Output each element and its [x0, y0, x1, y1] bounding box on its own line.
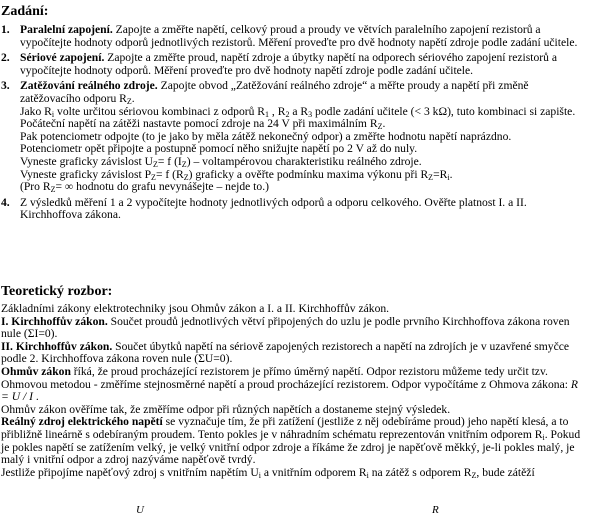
task-text: . [131, 91, 135, 105]
task-line: Vyneste graficky závislost $U_Z= f$ $(I_Z)$ – voltampérovou charakteristiku reálného zdroje. [20, 154, 422, 169]
task-title: Sériové zapojení. [20, 51, 105, 65]
task-title: Paralelní zapojení. [20, 23, 113, 36]
task-number: 2. [1, 51, 10, 65]
task-line: Jako $R_i$ volte určitou sériovou kombinaci z odporů $R_1$ , $R_2$ a $R_3$ podle zadání učitele (< 3 kΩ), tuto kombinaci si zapište. [20, 104, 576, 119]
task-line: (Pro $R_Z=$ ∞ hodnotu do grafu nevynášejte – nejde to.) [20, 180, 269, 195]
theory-paragraph: Reálný zdroj elektrického napětí se vyznačuje tím, že při zatížení (jestliže z něj odebíráme proud) jeho napětí klesá, a to přibližně lineárně s odebíraným proudem. Tento pokles je v náhradním schématu reprezentován vnitřním odporem $R_i$. Pokud je pokles napětí se zatížením velký, je velký vnitřní odpor zdroje a říkáme že zdroj je napěťově měkký, je-li pokles malý, je malý i vnitřní odpor a zdroj nazýváme napěťově tvrdý. [1, 415, 581, 467]
theory-paragraph: I. Kirchhoffův zákon. Součet proudů jednotlivých větví připojených do uzlu je podle prvního Kirchhoffova zákona roven nule (ΣI=0). [1, 314, 570, 341]
subscript: Z [126, 96, 132, 106]
task-line: Počáteční napětí na zátěži nastavte pomocí zdroje na 24 V při maximálním $R_Z$. [20, 117, 386, 132]
task-number: 4. [1, 195, 10, 209]
task-item-1 [0, 24, 582, 49]
task-text: Zapojte obvod „Zatěžování reálného zdroje“ a měřte proudy a napětí při změně zatěžovacího odporu R [20, 79, 529, 105]
section-heading-teoreticky: Teoretický rozbor: [1, 284, 113, 299]
task-item-3 [0, 80, 582, 193]
task-text: Zapojte a změřte napětí, celkový proud a proudy ve větvích paralelního zapojení rezistorů a vypočítejte hodnoty odporů jednotlivých rezistorů. Měření proveďte pro dvě hodnoty napětí zdroje podle zadání učitele. [20, 23, 578, 49]
theory-paragraph: II. Kirchhoffův zákon. Součet úbytků napětí na sériově zapojených rezistorech a napětí na zdrojích je v uzavřené smyčce podle 2. Kirchhoffova zákona roven nule (ΣU=0). [1, 339, 570, 366]
task-item-2 [0, 52, 582, 77]
task-number: 1. [1, 23, 10, 36]
theory-paragraph: Jestliže připojíme napěťový zdroj s vnitřním napětím $U_i$ a vnitřním odporem $R_i$ na zátěž s odporem $R_Z$, bude zátěží [1, 465, 535, 480]
theory-paragraph: Základními zákony elektrotechniky jsou Ohmův zákon a I. a II. Kirchhoffův zákon. [1, 302, 390, 315]
task-line: Vyneste graficky závislost $P_Z= f$ $(R_Z)$ graficky a ověřte podmínku maxima výkonu při $R_Z=R_i$. [20, 167, 453, 182]
cut-off-glyph: U [136, 504, 144, 514]
theory-paragraph: Ohmův zákon ověříme tak, že změříme odpor při různých napětích a dostaneme stejný výsledek. [1, 402, 451, 416]
theory-paragraph: Ohmův zákon říká, že proud procházející rezistorem je přímo úměrný napětí. Odpor rezistoru můžeme tedy určit tzv. Ohmovou metodou - změříme stejnosměrné napětí a proud procházející rezistorem. Odpor vypočítáme z Ohmova zákona: R = U / I . [1, 364, 578, 404]
task-list [0, 24, 582, 225]
cut-off-glyph: R [432, 504, 439, 514]
task-line: Potenciometr opět připojte a postupně pomocí něho snižujte napětí po 2 V až do nuly. [20, 142, 418, 156]
theory-section [1, 303, 583, 479]
cut-off-line [0, 504, 590, 514]
task-text: Z výsledků měření 1 a 2 vypočítejte hodnoty jednotlivých odporů a odporu celkového. Ověřte platnost I. a II. Kirchhoffova zákona. [20, 195, 527, 222]
task-line: Pak potenciometr odpojte (to je jako by měla zátěž nekonečný odpor) a změřte hodnotu napětí naprázdno. [20, 129, 512, 143]
task-item-4 [0, 197, 582, 222]
ohm-formula: R = U / I [1, 377, 578, 404]
task-text: Zapojte a změřte proud, napětí zdroje a úbytky napětí na odporech sériového zapojení rezistorů a vypočítejte hodnoty odporů. Měření proveďte pro dvě hodnoty napětí zdroje podle zadání učitele. [20, 51, 557, 77]
task-number: 3. [1, 79, 10, 93]
task-title: Zatěžování reálného zdroje. [20, 79, 158, 93]
section-heading-zadani: Zadání: [1, 4, 49, 19]
